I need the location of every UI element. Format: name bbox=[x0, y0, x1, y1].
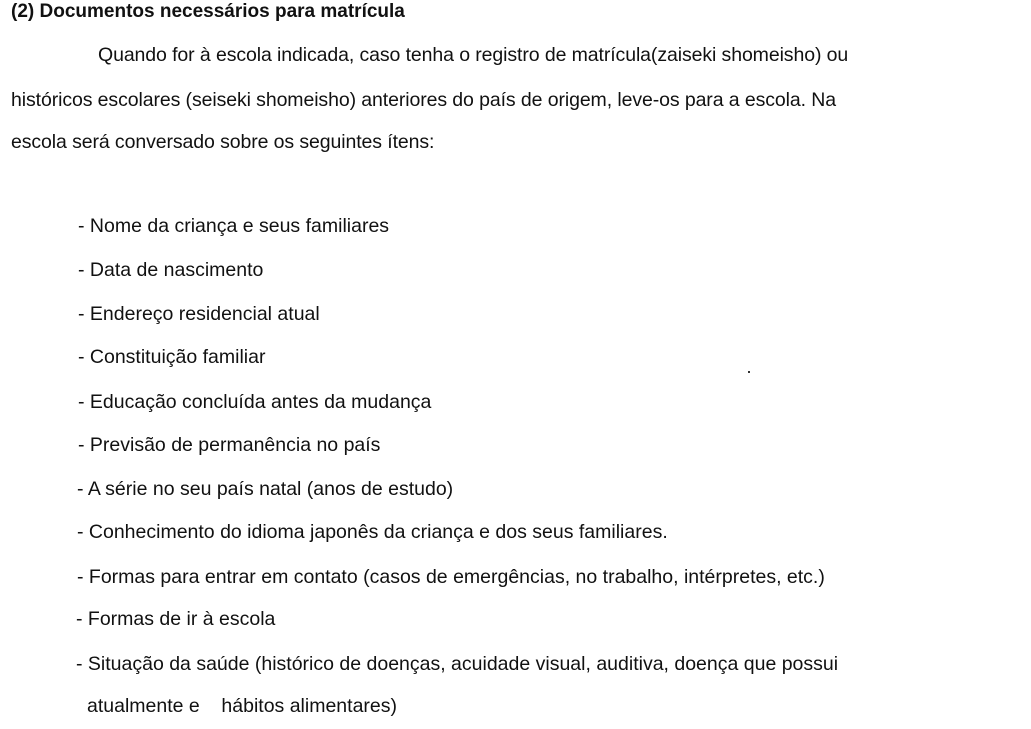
paragraph-line-3: escola será conversado sobre os seguintes ítens: bbox=[11, 131, 435, 153]
section-heading: (2) Documentos necessários para matrícula bbox=[11, 1, 405, 22]
list-item-address: - Endereço residencial atual bbox=[78, 303, 320, 325]
list-item-health: - Situação da saúde (histórico de doenças, acuidade visual, auditiva, doença que possui bbox=[76, 653, 839, 675]
stray-mark bbox=[748, 371, 750, 373]
list-item-education: - Educação concluída antes da mudança bbox=[78, 391, 432, 413]
list-item-commute: - Formas de ir à escola bbox=[76, 608, 276, 630]
list-item-health-continued: atualmente e hábitos alimentares) bbox=[87, 695, 398, 717]
list-item-stay: - Previsão de permanência no país bbox=[78, 434, 381, 456]
list-item-language: - Conhecimento do idioma japonês da criança e dos seus familiares. bbox=[77, 521, 668, 543]
list-item-name: - Nome da criança e seus familiares bbox=[78, 215, 390, 237]
paragraph-line-1: Quando for à escola indicada, caso tenha o registro de matrícula(zaiseki shomeisho) ou bbox=[98, 44, 849, 66]
list-item-birthdate: - Data de nascimento bbox=[78, 259, 264, 281]
list-item-grade: - A série no seu país natal (anos de estudo) bbox=[77, 478, 454, 500]
list-item-contact: - Formas para entrar em contato (casos de emergências, no trabalho, intérpretes, etc.) bbox=[77, 566, 825, 588]
list-item-family: - Constituição familiar bbox=[78, 346, 266, 368]
paragraph-line-2: históricos escolares (seiseki shomeisho) anteriores do país de origem, leve-os para a escola. Na bbox=[11, 89, 836, 111]
